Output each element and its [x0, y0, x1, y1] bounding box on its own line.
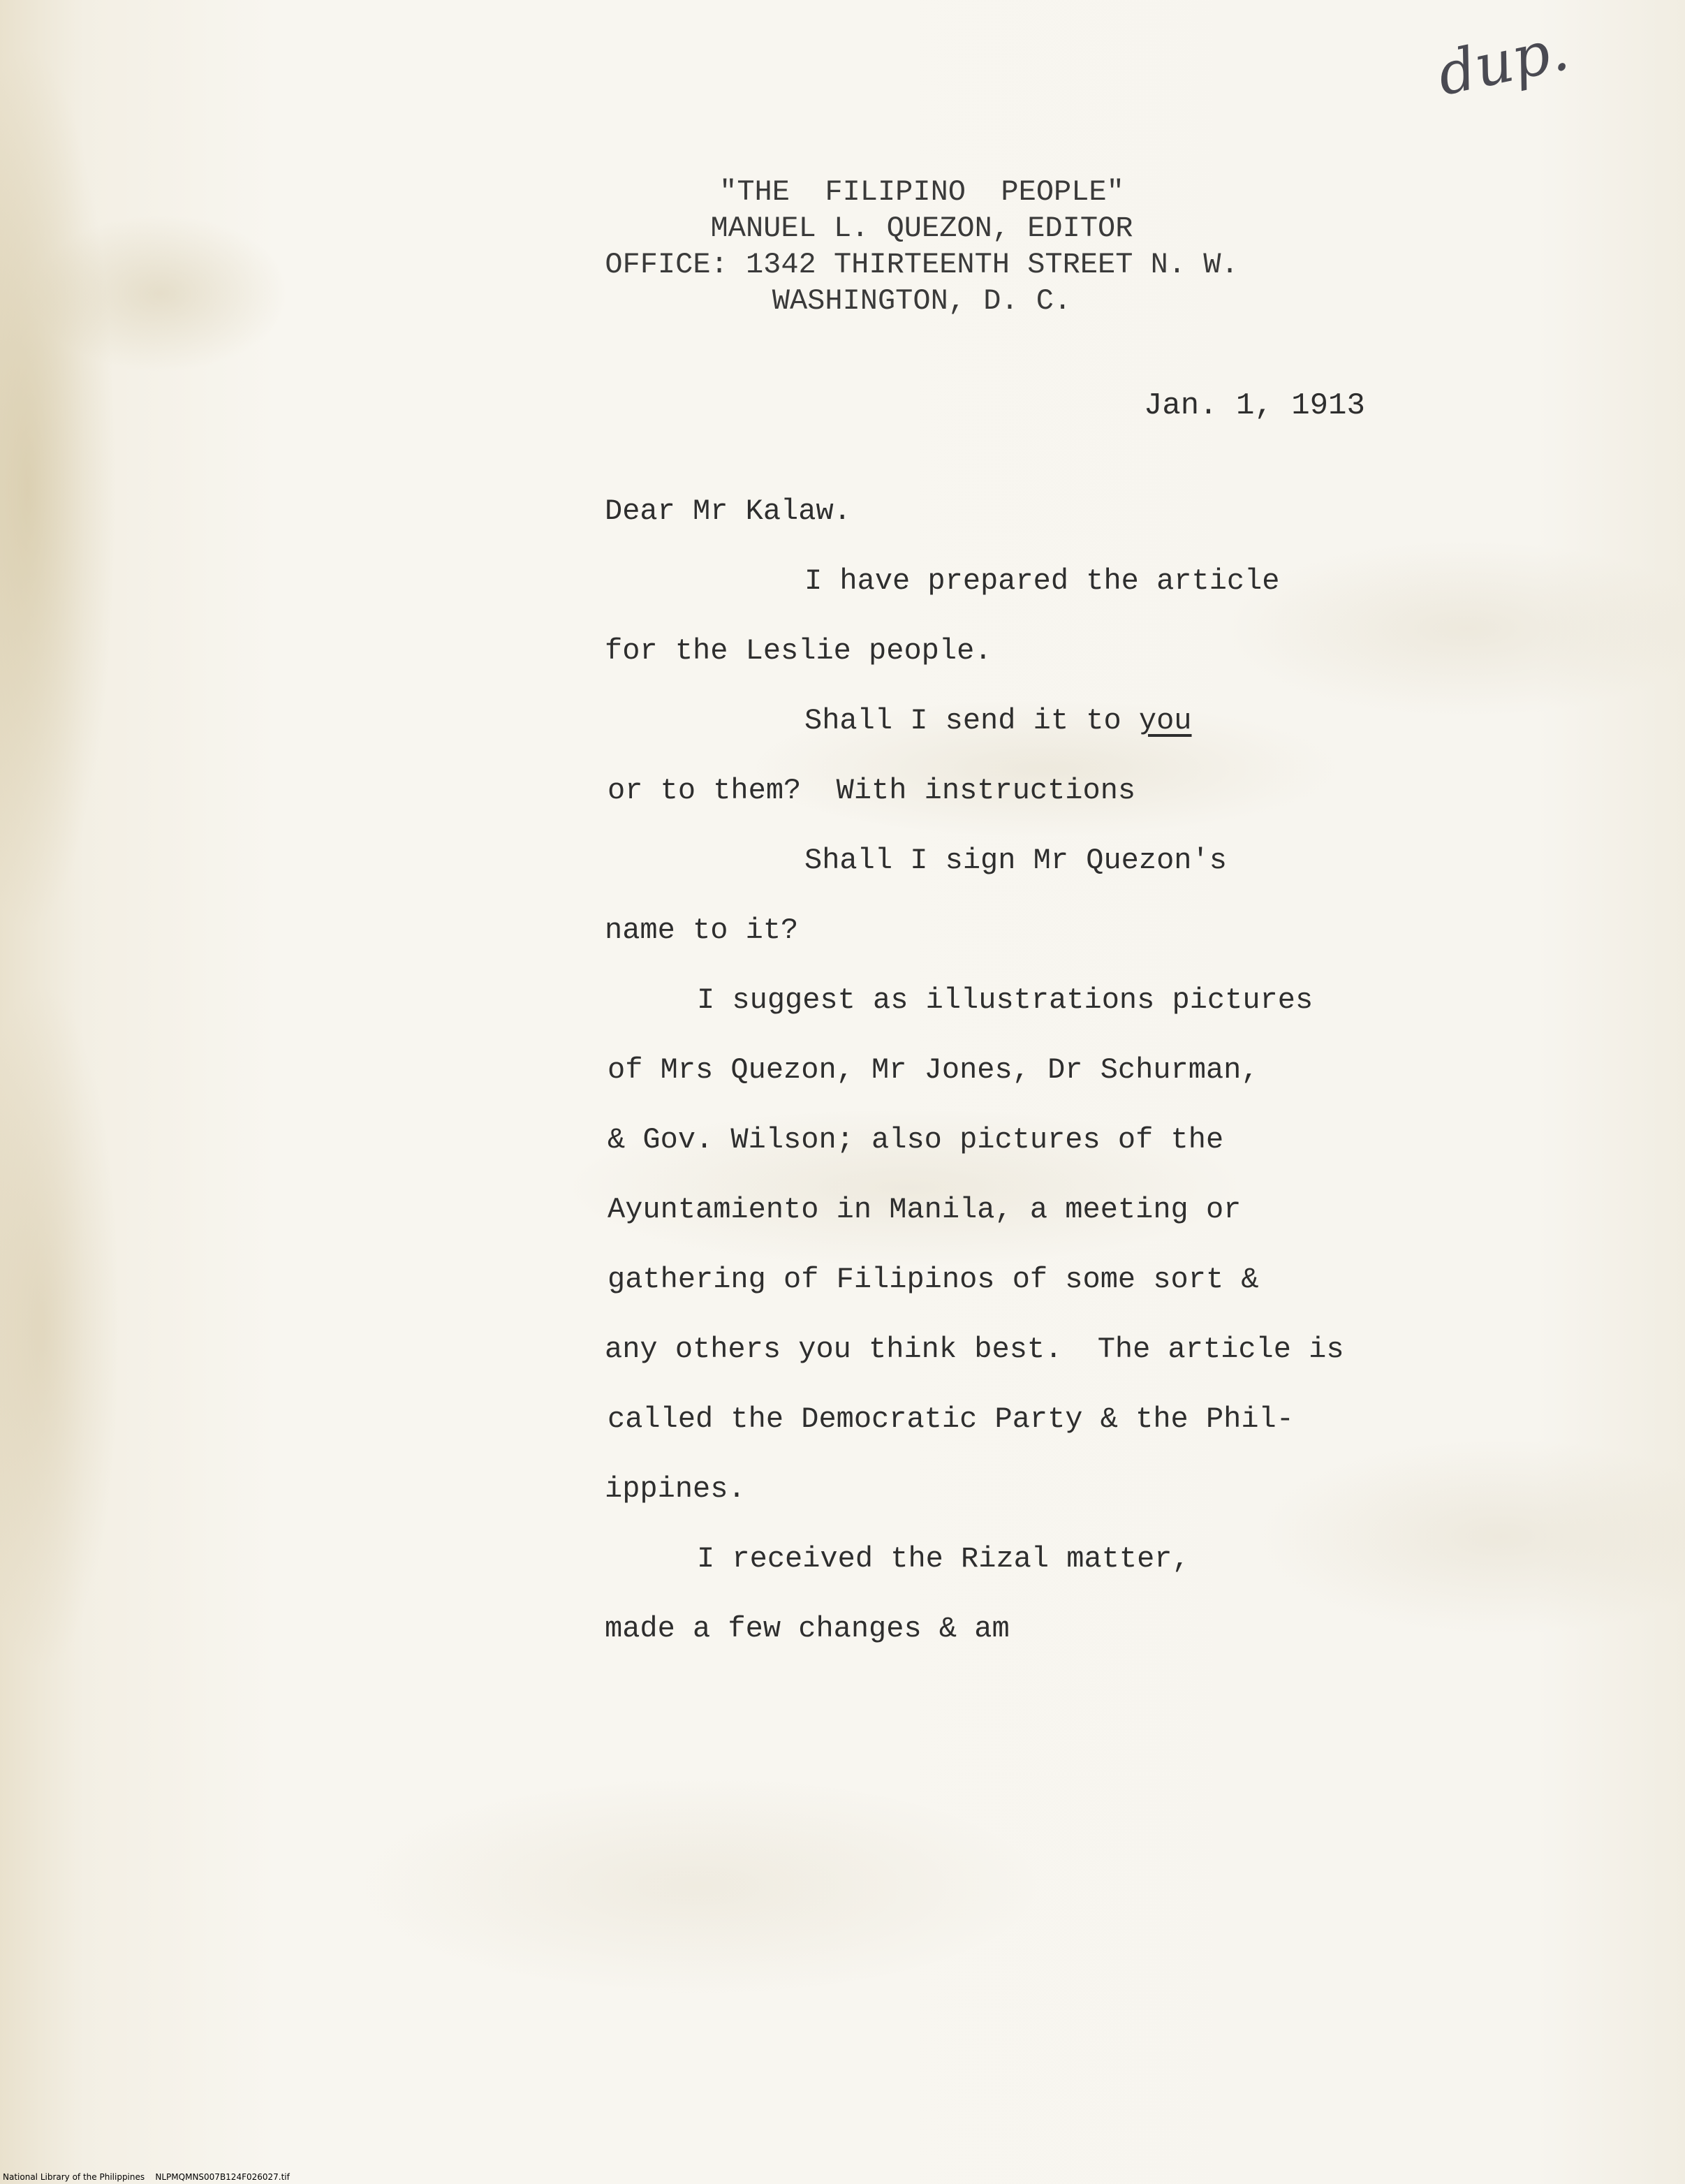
salutation: Dear Mr Kalaw.	[605, 494, 851, 528]
body-line-10: Ayuntamiento in Manila, a meeting or	[608, 1193, 1242, 1226]
letterhead-editor: MANUEL L. QUEZON, EDITOR	[710, 212, 1133, 245]
letterhead-title: "THE FILIPINO PEOPLE"	[719, 175, 1124, 209]
body-line-15: I received the Rizal matter,	[697, 1542, 1190, 1576]
body-line-3	[804, 703, 1192, 739]
body-line-8: of Mrs Quezon, Mr Jones, Dr Schurman,	[608, 1053, 1259, 1087]
body-line-2: for the Leslie people.	[605, 634, 992, 668]
body-line-16: made a few changes & am	[605, 1612, 1010, 1646]
body-line-6: name to it?	[605, 914, 799, 947]
body-line-14: ippines.	[605, 1472, 746, 1506]
body-line-12: any others you think best. The article is	[605, 1333, 1344, 1366]
body-line-7: I suggest as illustrations pictures	[697, 983, 1314, 1017]
body-line-5: Shall I sign Mr Quezon's	[804, 844, 1227, 877]
body-line-1: I have prepared the article	[804, 564, 1280, 598]
body-line-11: gathering of Filipinos of some sort &	[608, 1263, 1259, 1296]
underlined-word: you	[1138, 704, 1192, 738]
body-line-3-text: Shall I send it to	[804, 704, 1139, 738]
letterhead-city: WASHINGTON, D. C.	[772, 284, 1072, 318]
letter-date: Jan. 1, 1913	[1144, 388, 1365, 423]
body-line-4: or to them? With instructions	[608, 774, 1136, 807]
archive-footer: National Library of the Philippines NLPMQMNS007B124F026027.tif	[3, 2172, 290, 2182]
body-line-13: called the Democratic Party & the Phil-	[608, 1402, 1294, 1436]
body-line-9: & Gov. Wilson; also pictures of the	[608, 1123, 1224, 1157]
handwritten-note: dup.	[1432, 14, 1575, 109]
letterhead-office: OFFICE: 1342 THIRTEENTH STREET N. W.	[605, 248, 1239, 281]
